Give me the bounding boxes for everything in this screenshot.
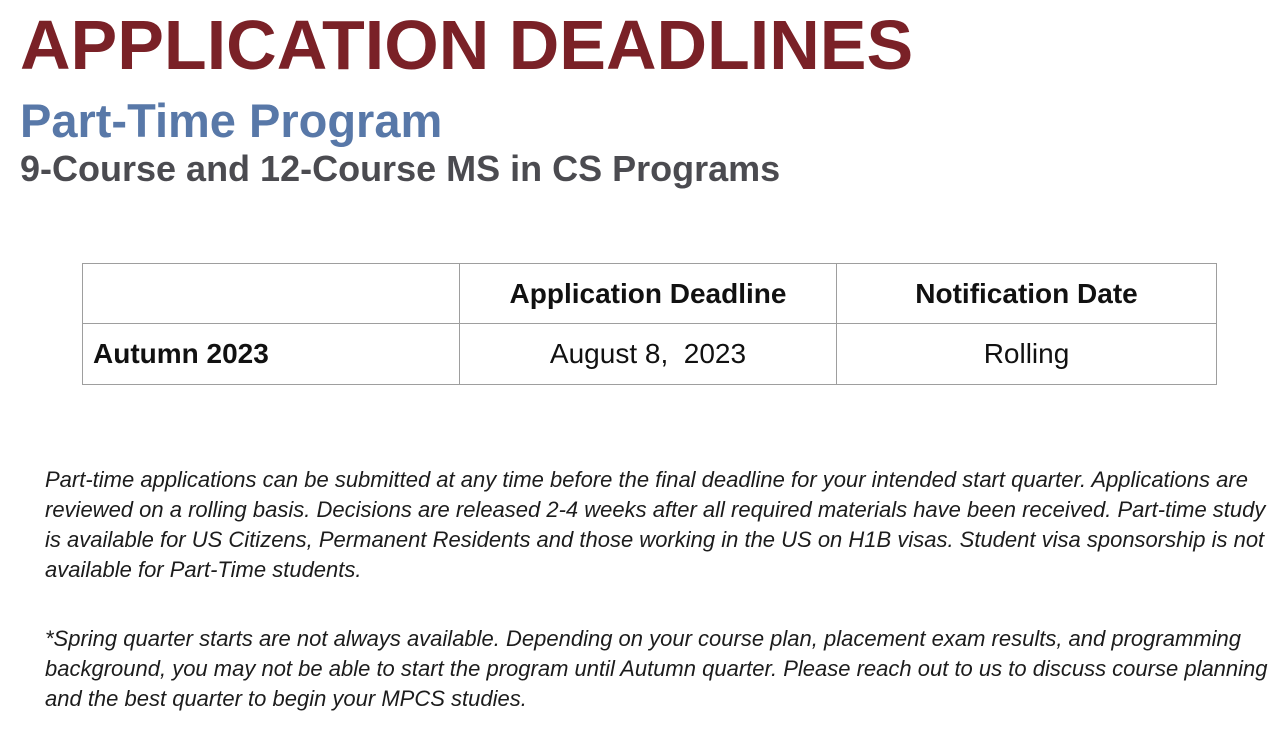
table-header-row — [83, 264, 1217, 324]
header-empty-cell — [83, 264, 460, 324]
program-detail: 9-Course and 12-Course MS in CS Programs — [20, 148, 781, 189]
header-application-deadline: Application Deadline — [460, 264, 837, 324]
table-row-autumn-2023 — [83, 324, 1217, 385]
cell-term: Autumn 2023 — [83, 324, 460, 385]
page-title: APPLICATION DEADLINES — [20, 6, 914, 84]
spring-note: *Spring quarter starts are not always available. Depending on your course plan, placement exam results, and programming background, you may not be able to start the program until Autumn quarter. Please reach out to us to discuss course planning and the best quarter to begin your MPCS studies. — [45, 626, 1268, 711]
header-notification-date: Notification Date — [837, 264, 1217, 324]
cell-application-deadline: August 8, 2023 — [460, 324, 837, 385]
program-subtitle: Part-Time Program — [20, 94, 443, 147]
slide — [0, 6, 1280, 714]
part-time-note: Part-time applications can be submitted at any time before the final deadline for your intended start quarter. Applications are reviewed on a rolling basis. Decisions are released 2-4 weeks after all required materials have been received. Part-time study is available for US Citizens, Permanent Residents and those working in the US on H1B visas. Student visa sponsorship is not available for Part-Time students. — [45, 467, 1266, 582]
cell-notification-date: Rolling — [837, 324, 1217, 385]
deadlines-table — [82, 263, 1217, 385]
